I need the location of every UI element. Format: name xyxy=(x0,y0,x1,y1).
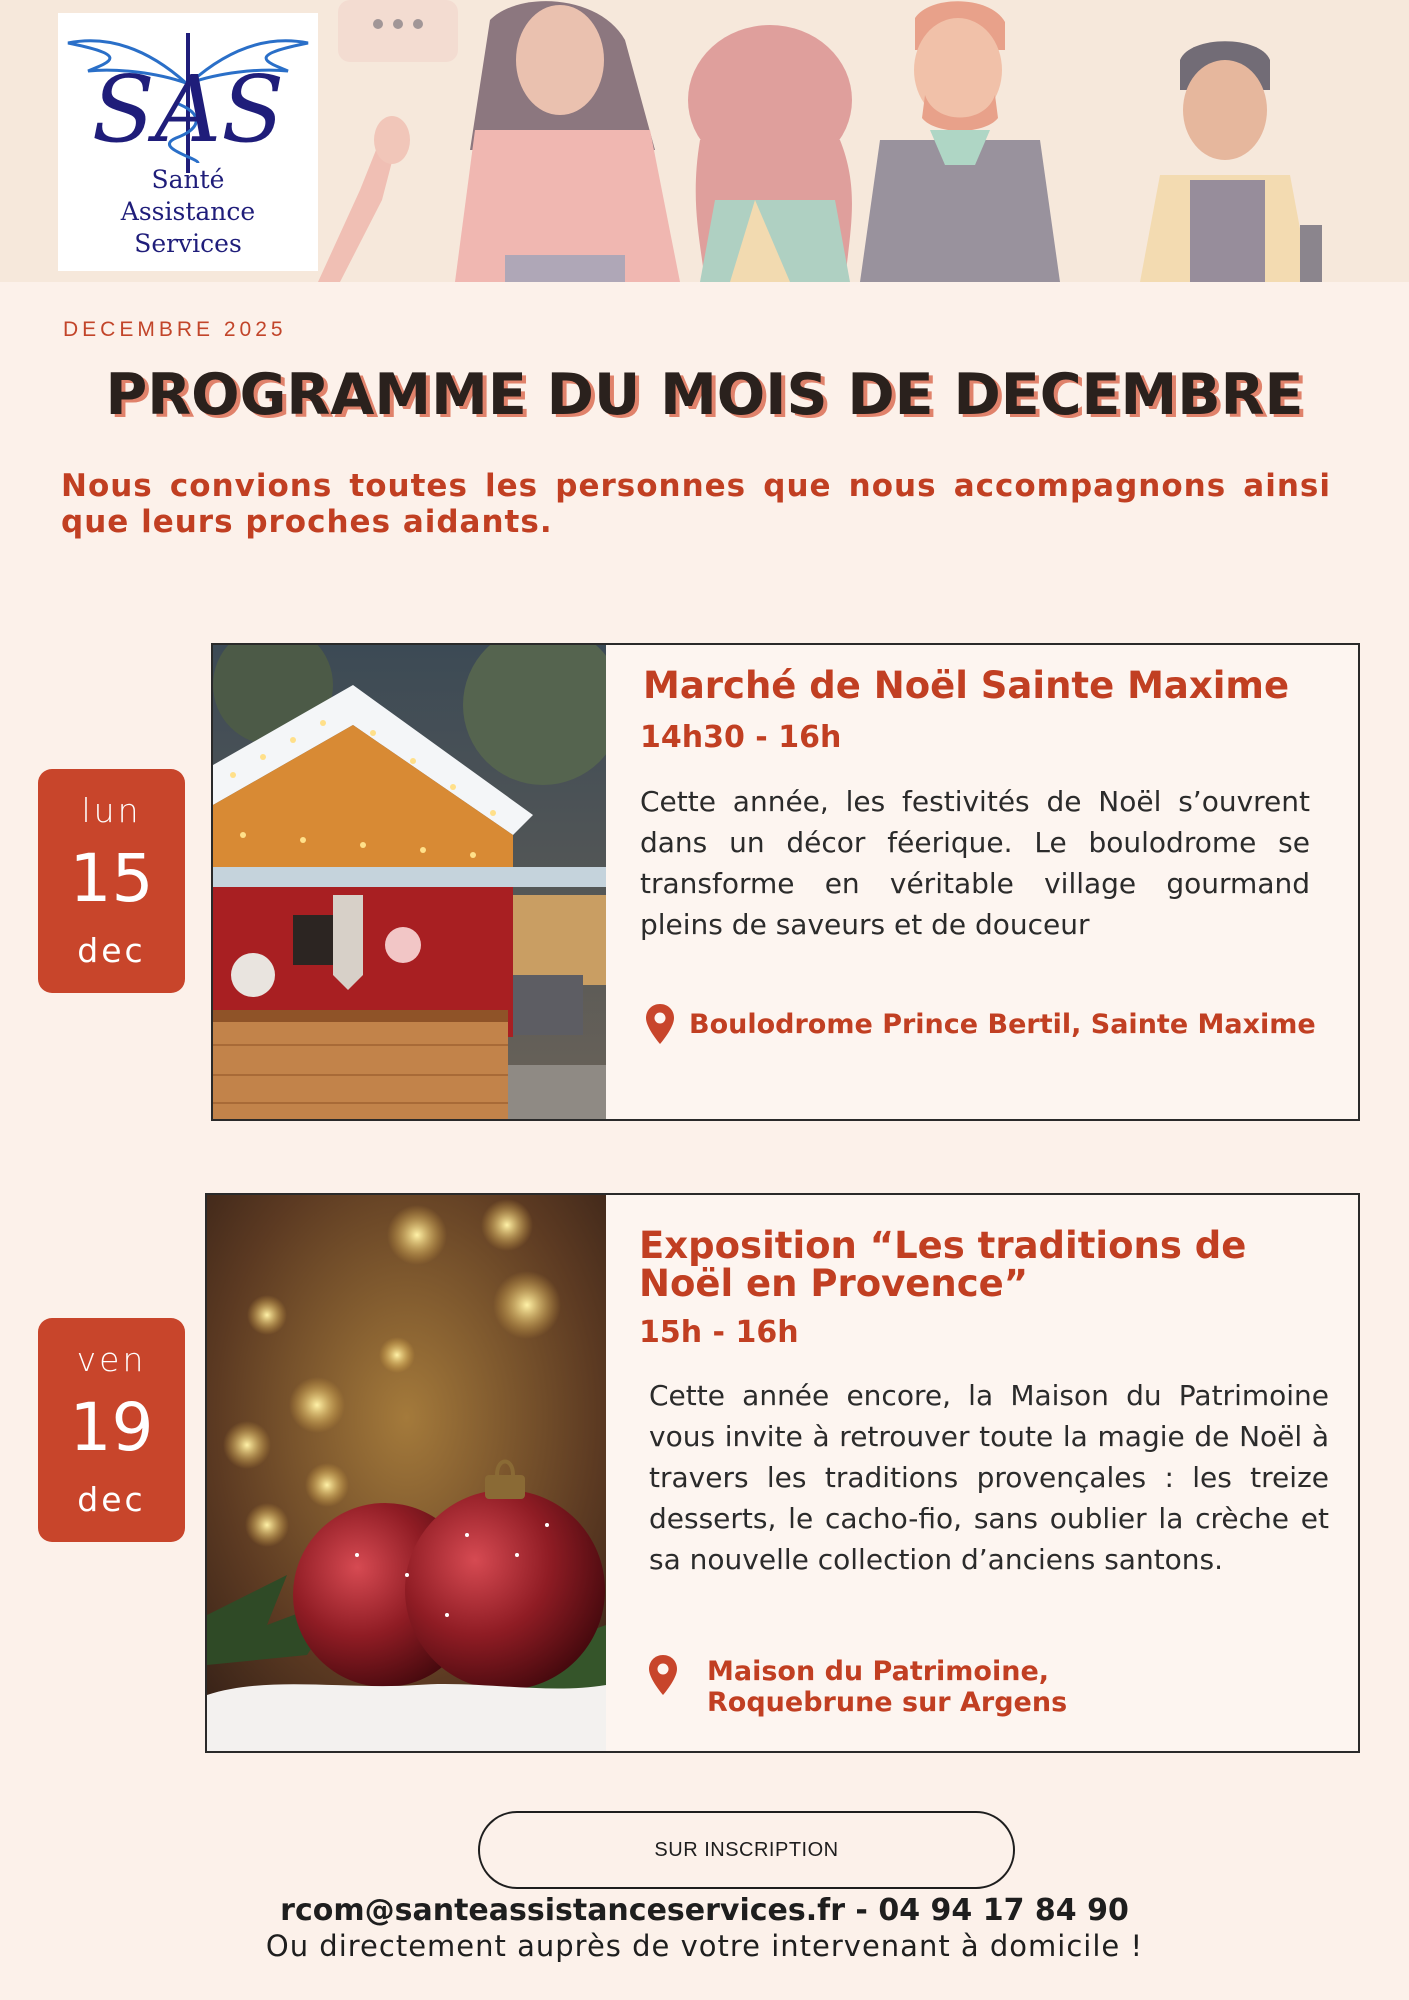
badge-weekday: ven xyxy=(76,1340,147,1379)
logo xyxy=(58,13,318,271)
event-1-location: Boulodrome Prince Bertil, Sainte Maxime xyxy=(689,1009,1316,1040)
intro-text: Nous convions toutes les personnes que nous accompagnons ainsi que leurs proches aidants. xyxy=(61,468,1331,540)
signup-button[interactable]: SUR INSCRIPTION xyxy=(478,1811,1015,1889)
event-1-time: 14h30 - 16h xyxy=(640,720,842,755)
date-badge-event-2 xyxy=(38,1318,185,1542)
event-2-time: 15h - 16h xyxy=(639,1315,799,1350)
date-badge-event-1 xyxy=(38,769,185,993)
logo-text-line-2: Assistance xyxy=(120,197,256,226)
christmas-market-photo xyxy=(213,645,606,1119)
date-label: DECEMBRE 2025 xyxy=(63,318,287,341)
badge-month: dec xyxy=(77,931,146,970)
badge-day: 15 xyxy=(69,840,154,917)
badge-month: dec xyxy=(77,1480,146,1519)
logo-monogram: SAS xyxy=(91,56,285,163)
logo-text-line-3: Services xyxy=(134,229,242,258)
badge-day: 19 xyxy=(69,1389,154,1466)
badge-weekday: lun xyxy=(81,791,142,830)
location-pin-icon xyxy=(646,1004,674,1044)
location-pin-icon xyxy=(649,1655,677,1695)
contact-info: rcom@santeassistanceservices.fr - 04 94 17 84 90 xyxy=(280,1893,1129,1928)
header-banner xyxy=(0,0,1409,282)
event-card-1 xyxy=(211,643,1360,1121)
christmas-baubles-photo xyxy=(207,1195,606,1751)
event-2-description: Cette année encore, la Maison du Patrimoine vous invite à retrouver toute la magie de Noël à travers les traditions provençales : les treize desserts, le cacho-fio, sans oublier la crèche et sa nouvelle collection d’anciens santons. xyxy=(649,1379,1329,1576)
event-1-title: Marché de Noël Sainte Maxime xyxy=(643,664,1290,707)
event-2-location-line-2: Roquebrune sur Argens xyxy=(707,1687,1068,1718)
event-2-title: Exposition “Les traditions de Noël en Provence” xyxy=(639,1224,1247,1305)
page-title: PROGRAMME DU MOIS DE DECEMBRE xyxy=(105,362,1304,428)
event-1-description: Cette année, les festivités de Noël s’ouvrent dans un décor féerique. Le boulodrome se transforme en véritable village gourmand pleins de saveurs et de douceur xyxy=(640,785,1310,941)
logo-text-line-1: Santé xyxy=(151,165,225,194)
footer-note: Ou directement auprès de votre intervenant à domicile ! xyxy=(265,1929,1144,1963)
event-card-2 xyxy=(205,1193,1360,1753)
event-2-location-line-1: Maison du Patrimoine, xyxy=(707,1656,1050,1687)
